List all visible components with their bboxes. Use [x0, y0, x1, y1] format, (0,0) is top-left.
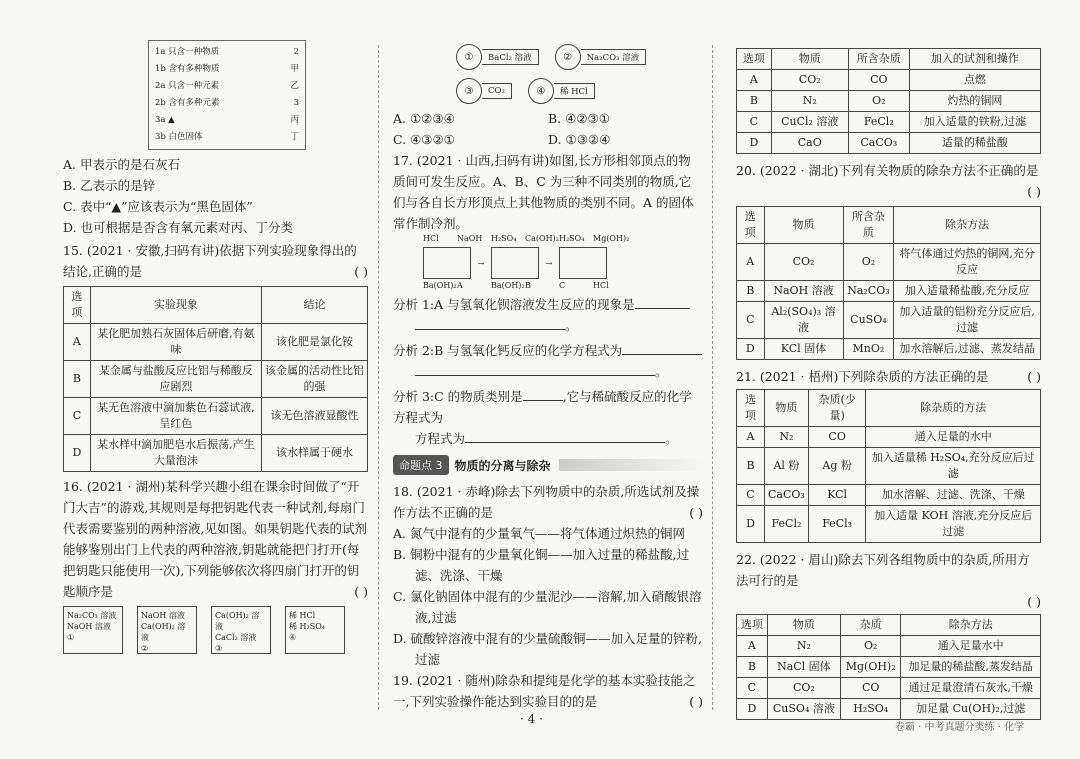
table-cell: D [737, 699, 768, 720]
table-row [737, 281, 1041, 302]
table-cell: 某金属与盐酸反应比铝与稀酸反应剧烈 [90, 361, 261, 398]
door-card [63, 606, 123, 654]
answer-paren: ( ) [354, 264, 368, 279]
table-row [64, 398, 368, 435]
q16-text: 16. (2021 · 湖州)某科学兴趣小组在课余时间做了“开门大吉”的游戏,其规则是每把钥匙代表一种试剂,每扇门代表需要鉴别的两种溶液,见如图。如果钥匙代表的试剂能够鉴别出门上代表的两种溶液,钥匙就能把门打开(每把钥匙只能使用一次),下列能够依次将四扇门打开的钥匙顺序是 [63, 479, 367, 599]
q21-text: 21. (2021 · 梧州)下列除杂质的方法正确的是 [736, 369, 989, 384]
analysis-1-text: 分析 1:A 与氢氧化钡溶液发生反应的现象是 [393, 297, 635, 312]
table-cell: B [737, 281, 765, 302]
arrow-icon: → [477, 258, 485, 268]
table-row [737, 636, 1041, 657]
rect-vertex-label: H₂SO₄ [559, 234, 585, 243]
table-row [737, 657, 1041, 678]
door-solution-b: NaOH 溶液 [67, 622, 111, 631]
rect-3 [559, 247, 607, 279]
answer-blank[interactable] [523, 400, 563, 401]
q14-option: C. 表中“▲”应该表示为“黑色固体” [63, 199, 253, 214]
bottle-label: 稀 HCl [554, 83, 595, 99]
q16-stem [63, 476, 368, 602]
table-cell: B [737, 448, 765, 485]
table-cell: 该无色溶液显酸性 [261, 398, 367, 435]
rect-vertex-label: Ca(OH)₂ [525, 234, 559, 243]
table-cell: O₂ [848, 91, 909, 112]
table-row [737, 339, 1041, 360]
table-row [737, 678, 1041, 699]
key-bottle [528, 78, 595, 104]
door-solution-a: NaOH 溶液 [141, 611, 185, 620]
table-cell: 适量的稀盐酸 [909, 133, 1040, 154]
table-cell: CO [808, 427, 866, 448]
rect-vertex-label: NaOH [457, 234, 483, 243]
key-right: 甲 [290, 64, 299, 74]
answer-paren: ( ) [1027, 184, 1041, 199]
q21-stem [736, 366, 1041, 387]
table-cell: CuSO₄ 溶液 [767, 699, 840, 720]
table-cell: A [737, 244, 765, 281]
table-cell: 加入适量 KOH 溶液,充分反应后过滤 [866, 506, 1041, 543]
q15-stem [63, 240, 368, 282]
rect-vertex-label: C [559, 281, 566, 290]
table-header-cell: 实验现象 [90, 287, 261, 324]
column-right [736, 48, 1041, 720]
q22-text: 22. (2022 · 眉山)除去下列各组物质中的杂质,所用方法可行的是 [736, 552, 1030, 588]
table-cell: NaOH 溶液 [764, 281, 843, 302]
answer-paren: ( ) [689, 505, 703, 520]
table-cell: Mg(OH)₂ [840, 657, 900, 678]
table-cell: 加入适量的铁粉,过滤 [909, 112, 1040, 133]
section-banner [393, 455, 703, 475]
table-cell: CaCO₃ [765, 485, 809, 506]
q18-option: A. 氮气中混有的少量氧气——将气体通过炽热的铜网 [393, 526, 685, 541]
q17-analysis-1 [393, 294, 703, 315]
door-number: ② [141, 644, 149, 653]
q16-option: D. ①③②④ [548, 132, 611, 147]
table-header-cell: 物质 [765, 390, 809, 427]
table-header-cell: 选项 [737, 49, 772, 70]
table-header-cell: 物质 [767, 615, 840, 636]
answer-paren: ( ) [1027, 594, 1041, 609]
door-solution-a: Na₂CO₃ 溶液 [67, 611, 117, 620]
analysis-2-text: 分析 2:B 与氢氧化钙反应的化学方程式为 [393, 343, 623, 358]
door-number: ④ [289, 633, 297, 642]
key-row [155, 129, 299, 146]
table-cell: CO [848, 70, 909, 91]
rect-vertex-label: Ba(OH)₂ [491, 281, 525, 290]
column-middle [393, 40, 703, 712]
key-left: 1b 含有多种物质 [155, 64, 220, 74]
door-card [137, 606, 197, 654]
door-card [285, 606, 345, 654]
table-header-row [737, 615, 1041, 636]
answer-blank[interactable] [622, 354, 702, 355]
q14-option: D. 也可根据是否含有氧元素对丙、丁分类 [63, 220, 294, 235]
answer-blank[interactable] [415, 375, 655, 376]
key-bottle [456, 44, 539, 70]
table-cell: 该金属的活动性比铝的强 [261, 361, 367, 398]
key-right: 乙 [290, 81, 299, 91]
rect-vertex-label: H₂SO₄ [491, 234, 517, 243]
table-row [737, 699, 1041, 720]
answer-line[interactable]: 。 [393, 315, 703, 336]
table-row [737, 506, 1041, 543]
rect-vertex-label: HCl [423, 234, 439, 243]
table-cell: 灼热的铜网 [909, 91, 1040, 112]
q17-analysis-3 [393, 386, 703, 428]
page-number: · 4 · [520, 712, 543, 726]
table-header-cell: 选项 [64, 287, 91, 324]
table-header-cell: 结论 [261, 287, 367, 324]
table-cell: 该化肥是氯化铵 [261, 324, 367, 361]
q16-option-row [393, 108, 703, 129]
table-cell: Na₂CO₃ [843, 281, 894, 302]
table-cell: A [737, 427, 765, 448]
table-cell: CO₂ [771, 70, 848, 91]
q20-text: 20. (2022 · 湖北)下列有关物质的除杂方法不正确的是 [736, 163, 1039, 178]
q17-text: 17. (2021 · 山西,扫码有讲)如图,长方形相邻顶点的物质间可发生反应。A、B、C 为三种不同类别的物质,它们与各自长方形顶点上其他物质的类别不同。A 的固体常作制冷剂。 [393, 153, 694, 231]
table-cell: 某水样中滴加肥皂水后振荡,产生大量泡沫 [90, 435, 261, 472]
key-bottles [448, 40, 678, 108]
table-cell: 通入足量水中 [901, 636, 1041, 657]
answer-blank[interactable] [635, 308, 690, 309]
key-row [155, 95, 299, 112]
key-bottle [456, 78, 512, 104]
table-cell: B [64, 361, 91, 398]
table-cell: N₂ [771, 91, 848, 112]
bottle-label: BaCl₂ 溶液 [482, 49, 539, 65]
q21-table [736, 389, 1041, 543]
key-row [155, 112, 299, 129]
q16-options [393, 108, 703, 150]
table-cell: C [737, 485, 765, 506]
analysis-3b-text: ,它与稀硫酸反应的化学方程式为 [393, 389, 692, 425]
table-header-row [737, 390, 1041, 427]
q18-stem [393, 481, 703, 523]
table-row [737, 427, 1041, 448]
key-left: 2a 只含一种元素 [155, 81, 220, 91]
door-solution-b: 稀 H₂SO₄ [289, 622, 325, 631]
arrow-icon: → [545, 258, 553, 268]
rect-vertex-label: B [525, 281, 531, 290]
door-solution-b: Ca(OH)₂ 溶液 [141, 622, 186, 642]
rect-2 [491, 247, 539, 279]
table-cell: C [737, 302, 765, 339]
table-row [737, 244, 1041, 281]
bottle-number: ① [456, 44, 482, 70]
rect-1 [423, 247, 471, 279]
table-cell: A [64, 324, 91, 361]
bottle-number: ② [555, 44, 581, 70]
q16-option: C. ④③②① [393, 132, 455, 147]
table-header-cell: 物质 [764, 207, 843, 244]
table-cell: FeCl₂ [848, 112, 909, 133]
key-right: 2 [293, 47, 299, 57]
table-cell: N₂ [767, 636, 840, 657]
key-left: 3a ▲ [155, 115, 175, 125]
table-row [737, 112, 1041, 133]
table-header-cell: 加入的试剂和操作 [909, 49, 1040, 70]
answer-blank[interactable] [415, 329, 565, 330]
q15-table [63, 286, 368, 472]
q15-text: 15. (2021 · 安徽,扫码有讲)依据下列实验现象得出的结论,正确的是 [63, 243, 357, 279]
column-divider [378, 45, 379, 710]
key-row [155, 78, 299, 95]
answer-blank[interactable] [465, 442, 665, 443]
q19-stem [393, 670, 703, 712]
answer-paren: ( ) [354, 584, 368, 599]
table-cell: 某化肥加熟石灰固体后研磨,有氨味 [90, 324, 261, 361]
table-header-cell: 选项 [737, 615, 768, 636]
table-cell: N₂ [765, 427, 809, 448]
key-left: 3b 白色固体 [155, 132, 203, 142]
table-header-cell: 所含杂质 [848, 49, 909, 70]
table-cell: 加足量的稀盐酸,蒸发结晶 [901, 657, 1041, 678]
key-row [155, 61, 299, 78]
table-header-cell: 物质 [771, 49, 848, 70]
q16-option: B. ④②③① [548, 111, 610, 126]
table-header-row [737, 207, 1041, 244]
key-right: 丙 [290, 115, 299, 125]
q19-table [736, 48, 1041, 154]
key-right: 丁 [290, 132, 299, 142]
table-cell: Ag 粉 [808, 448, 866, 485]
door-diagram [63, 606, 368, 654]
table-cell: Al₂(SO₄)₃ 溶液 [764, 302, 843, 339]
q18-options [393, 523, 703, 670]
table-row [737, 70, 1041, 91]
table-cell: CuSO₄ [843, 302, 894, 339]
table-cell: CuCl₂ 溶液 [771, 112, 848, 133]
table-cell: 加入适量稀 H₂SO₄,充分反应后过滤 [866, 448, 1041, 485]
q16-option-row [393, 129, 703, 150]
table-cell: D [737, 133, 772, 154]
q19-text: 19. (2021 · 随州)除杂和提纯是化学的基本实验技能之一,下列实验操作能达到实验目的的是 [393, 673, 696, 709]
rect-diagram [423, 247, 703, 279]
rect-vertex-label: Mg(OH)₂ [593, 234, 630, 243]
q14-option: B. 乙表示的是锌 [63, 178, 156, 193]
analysis-3-text: 分析 3:C 的物质类别是 [393, 389, 523, 404]
table-cell: 加水溶解后,过滤、蒸发结晶 [894, 339, 1041, 360]
table-row [64, 324, 368, 361]
answer-line[interactable]: 。 [393, 361, 703, 382]
door-solution-b: CaCl₂ 溶液 [215, 633, 257, 642]
bottle-label: CO₂ [482, 83, 512, 99]
table-cell: CO [840, 678, 900, 699]
key-row [155, 44, 299, 61]
door-number: ① [67, 633, 75, 642]
table-cell: D [64, 435, 91, 472]
q22-table [736, 614, 1041, 720]
table-row [737, 91, 1041, 112]
key-left: 2b 含有多种元素 [155, 98, 220, 108]
door-solution-a: Ca(OH)₂ 溶液 [215, 611, 260, 631]
key-right: 3 [293, 98, 299, 108]
q18-option: D. 硫酸锌溶液中混有的少量硫酸铜——加入足量的锌粉,过滤 [393, 631, 702, 667]
table-cell: H₂SO₄ [840, 699, 900, 720]
key-left: 1a 只含一种物质 [155, 47, 220, 57]
door-solution-a: 稀 HCl [289, 611, 316, 620]
door-number: ③ [215, 644, 223, 653]
table-header-cell: 杂质 [840, 615, 900, 636]
q16-option: A. ①②③④ [393, 111, 455, 126]
table-header-cell: 除杂方法 [901, 615, 1041, 636]
table-cell: A [737, 636, 768, 657]
table-cell: 该水样属于硬水 [261, 435, 367, 472]
rect-bottom-labels [423, 281, 703, 290]
q18-option: C. 氯化钠固体中混有的少量泥沙——溶解,加入硝酸银溶液,过滤 [393, 589, 702, 625]
table-row [737, 448, 1041, 485]
table-cell: C [737, 112, 772, 133]
banner-tag: 命题点 3 [393, 455, 449, 475]
table-cell: FeCl₃ [808, 506, 866, 543]
table-cell: B [737, 91, 772, 112]
key-bottle [555, 44, 647, 70]
table-cell: C [64, 398, 91, 435]
q20-table [736, 206, 1041, 360]
banner-decoration [559, 459, 703, 471]
table-cell: Al 粉 [765, 448, 809, 485]
table-cell: A [737, 70, 772, 91]
table-cell: FeCl₂ [765, 506, 809, 543]
table-row [737, 302, 1041, 339]
table-cell: 通入足量的水中 [866, 427, 1041, 448]
column-left [63, 40, 368, 654]
table-header-cell: 选项 [737, 207, 765, 244]
table-cell: CO₂ [764, 244, 843, 281]
table-header-row [737, 49, 1041, 70]
table-cell: D [737, 339, 765, 360]
classification-key [148, 40, 306, 150]
q14-option: A. 甲表示的是石灰石 [63, 157, 180, 172]
table-cell: 通过足量澄清石灰水,干燥 [901, 678, 1041, 699]
table-cell: 加足量 Cu(OH)₂,过滤 [901, 699, 1041, 720]
table-row [737, 485, 1041, 506]
table-cell: CO₂ [767, 678, 840, 699]
table-cell: O₂ [840, 636, 900, 657]
answer-line[interactable]: 方程式为 。 [415, 431, 678, 446]
table-cell: 将气体通过灼热的铜网,充分反应 [894, 244, 1041, 281]
table-cell: D [737, 506, 765, 543]
table-header-row [64, 287, 368, 324]
table-header-cell: 除杂质的方法 [866, 390, 1041, 427]
table-cell: 某无色溶液中滴加紫色石蕊试液,呈红色 [90, 398, 261, 435]
table-row [64, 435, 368, 472]
q17-analysis-2 [393, 340, 703, 361]
table-row [64, 361, 368, 398]
table-cell: KCl 固体 [764, 339, 843, 360]
table-cell: KCl [808, 485, 866, 506]
table-cell: 加入适量的铝粉充分反应后,过滤 [894, 302, 1041, 339]
footer-text: 卷霸 · 中考真题分类练 · 化学 [895, 722, 1025, 733]
table-cell: 加入适量稀盐酸,充分反应 [894, 281, 1041, 302]
rect-vertex-label: A [457, 281, 463, 290]
rect-vertex-label: Ba(OH)₂ [423, 281, 457, 290]
table-header-cell: 选项 [737, 390, 765, 427]
table-cell: B [737, 657, 768, 678]
table-cell: 点燃 [909, 70, 1040, 91]
answer-paren: ( ) [1027, 369, 1041, 384]
bottle-label: Na₂CO₃ 溶液 [581, 49, 647, 65]
answer-paren: ( ) [689, 694, 703, 709]
q18-option: B. 铜粉中混有的少量氧化铜——加入过量的稀盐酸,过滤、洗涤、干燥 [393, 547, 690, 583]
table-header-cell: 所含杂质 [843, 207, 894, 244]
banner-title: 物质的分离与除杂 [454, 458, 551, 473]
q20-stem [736, 160, 1041, 181]
rect-vertex-label: HCl [593, 281, 609, 290]
table-cell: O₂ [843, 244, 894, 281]
table-cell: CaO [771, 133, 848, 154]
bottle-number: ③ [456, 78, 482, 104]
table-row [737, 133, 1041, 154]
table-header-cell: 杂质(少量) [808, 390, 866, 427]
door-card [211, 606, 271, 654]
table-cell: MnO₂ [843, 339, 894, 360]
table-cell: C [737, 678, 768, 699]
rect-top-labels [423, 234, 703, 243]
table-cell: NaCl 固体 [767, 657, 840, 678]
q18-text: 18. (2021 · 赤峰)除去下列物质中的杂质,所选试剂及操作方法不正确的是 [393, 484, 700, 520]
bottle-number: ④ [528, 78, 554, 104]
table-cell: 加水溶解、过滤、洗涤、干燥 [866, 485, 1041, 506]
table-header-cell: 除杂方法 [894, 207, 1041, 244]
table-cell: CaCO₃ [848, 133, 909, 154]
q14-options [63, 154, 368, 238]
column-divider [712, 45, 713, 710]
